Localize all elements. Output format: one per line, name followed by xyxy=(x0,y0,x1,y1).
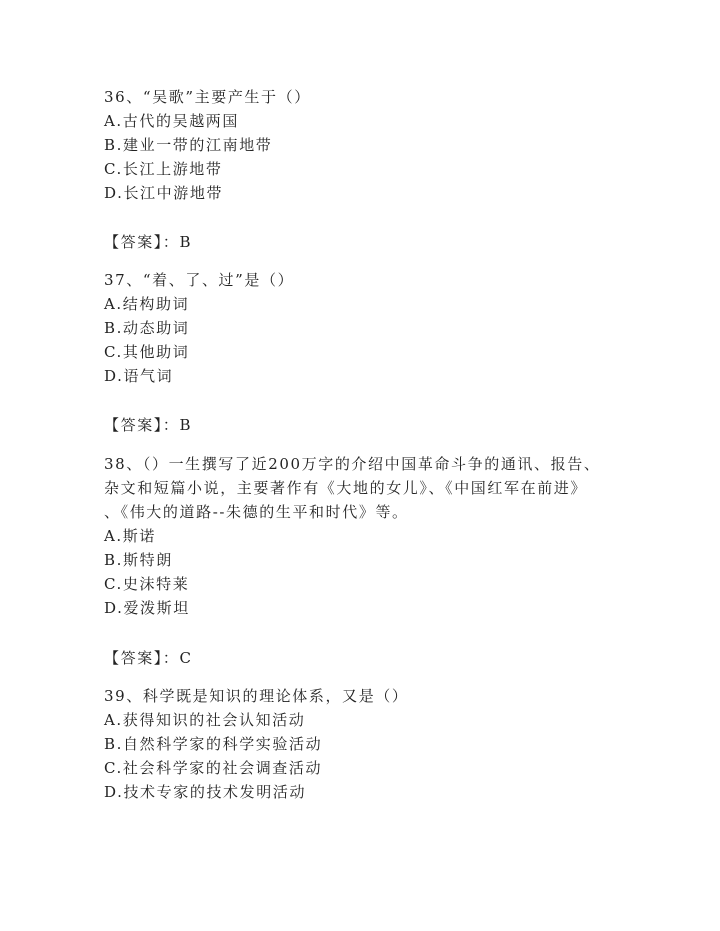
question-39-option-d: D.技术专家的技术发明活动 xyxy=(104,783,307,801)
question-39-option-b: B.自然科学家的科学实验活动 xyxy=(104,735,323,753)
question-38-stem-line-2: 杂文和短篇小说，主要著作有《大地的女儿》、《中国红军在前进》 xyxy=(104,479,588,497)
question-37-option-b: B.动态助词 xyxy=(104,319,190,337)
question-39-option-a: A.获得知识的社会认知活动 xyxy=(104,711,306,729)
question-38-answer: 【答案】：C xyxy=(104,649,193,667)
question-38-option-d: D.爱泼斯坦 xyxy=(104,599,190,617)
question-38-option-b: B.斯特朗 xyxy=(104,551,173,569)
question-38-stem-line-3: 、《伟大的道路--朱德的生平和时代》等。 xyxy=(104,503,409,521)
question-36-answer: 【答案】：B xyxy=(104,233,193,251)
question-37-option-c: C.其他助词 xyxy=(104,343,190,361)
question-37-stem: 37、“着、了、过”是（） xyxy=(104,271,295,289)
question-36-stem: 36、“吴歌”主要产生于（） xyxy=(104,88,311,106)
question-36-option-d: D.长江中游地带 xyxy=(104,184,224,202)
question-37-option-a: A.结构助词 xyxy=(104,295,190,313)
question-38-option-a: A.斯诺 xyxy=(104,527,157,545)
question-38-stem-line-1: 38、（）一生撰写了近200万字的介绍中国革命斗争的通讯、报告、 xyxy=(104,455,601,473)
question-36-option-a: A.古代的吴越两国 xyxy=(104,112,240,130)
question-36-option-b: B.建业一带的江南地带 xyxy=(104,136,273,154)
question-38-option-c: C.史沫特莱 xyxy=(104,575,190,593)
question-39-stem: 39、科学既是知识的理论体系，又是（） xyxy=(104,687,409,705)
question-37-answer: 【答案】：B xyxy=(104,416,193,434)
question-39-option-c: C.社会科学家的社会调查活动 xyxy=(104,759,323,777)
question-36-option-c: C.长江上游地带 xyxy=(104,160,223,178)
question-37-option-d: D.语气词 xyxy=(104,367,174,385)
